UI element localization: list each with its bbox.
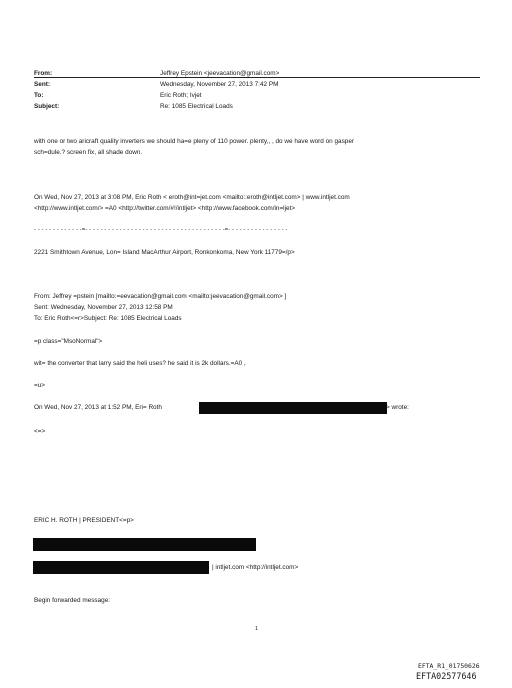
wrote-text: > wrote: <box>386 404 409 411</box>
forwarded-to-subject: To: Eric Roth<=r>Subject: Re: 1085 Electrical Loads <box>34 315 182 322</box>
bates-number-2: EFTA02577646 <box>416 671 477 681</box>
to-value: Eric Roth; Ivjet <box>160 92 202 99</box>
dash-separator: - - - - - - - - - - - - -=- - - - - - - - - - - - - - - - - - - - - - - - - - - - - - - - - - - - -=- - - - - - - - - - - - - - - - <box>34 227 288 233</box>
to-label: To: <box>34 92 44 99</box>
redaction-bar-1 <box>199 402 387 414</box>
mso-tag-line: =p class="MsoNormal"> <box>34 338 103 345</box>
forwarded-from: From: Jeffrey =pstein [mailto:=eevacation@gmail.com <mailto:jeevacation@gmail.com> ] <box>34 293 287 300</box>
tag-line-2: <=> <box>34 428 46 435</box>
redaction-bar-3 <box>33 561 209 574</box>
sent-value: Wednesday, November 27, 2013 7:42 PM <box>160 81 279 88</box>
header-divider <box>34 77 480 78</box>
u-tag-line: =u> <box>34 382 46 389</box>
page-number: 1 <box>255 626 259 632</box>
sent-label: Sent: <box>34 81 50 88</box>
from-value: Jeffrey Epstein <jeevacation@gmail.com> <box>160 70 280 77</box>
quoted-header-line-2: <http://www.intljet.com/> =A0 <http://twitter.com/#!/intljet> <http://www.facebook.com/in=ljet> <box>34 205 296 212</box>
on-wed-line: On Wed, Nov 27, 2013 at 1:52 PM, Eri= Roth <box>34 404 162 411</box>
begin-forwarded: Begin forwarded message: <box>34 597 111 604</box>
subject-label: Subject: <box>34 103 60 110</box>
body-paragraph-1-line-1: with one or two aricraft quality inverters we should ha=e pleny of 110 power. plenty,, , do we have word on gasper <box>34 138 355 145</box>
quoted-header-line-1: On Wed, Nov 27, 2013 at 3:08 PM, Eric Roth < eroth@int=jet.com <mailto::eroth@intljet.com> | www.intljet.com <box>34 194 350 201</box>
intljet-link-line: | intljet.com <http://intljet.com> <box>212 564 299 571</box>
address-line: 2221 Smithtown Avenue, Lon= Island MacArthur Airport, Ronkonkoma, New York 11779=/p> <box>34 249 295 256</box>
subject-value: Re: 1085 Electrical Loads <box>160 103 233 110</box>
body-paragraph-1-line-2: sch=dule.? screen fix, all shade down. <box>34 149 143 156</box>
redaction-bar-2 <box>33 538 256 551</box>
converter-question: wit= the converter that larry said the heli uses? he said it is 2k dollars.=A0 , <box>34 360 246 367</box>
from-label: From: <box>34 70 53 77</box>
signature-line: ERIC H. ROTH | PRESIDENT<=p> <box>34 517 134 524</box>
bates-number-1: EFTA_R1_01750626 <box>418 662 480 670</box>
forwarded-sent: Sent: Wednesday, November 27, 2013 12:58 PM <box>34 304 173 311</box>
